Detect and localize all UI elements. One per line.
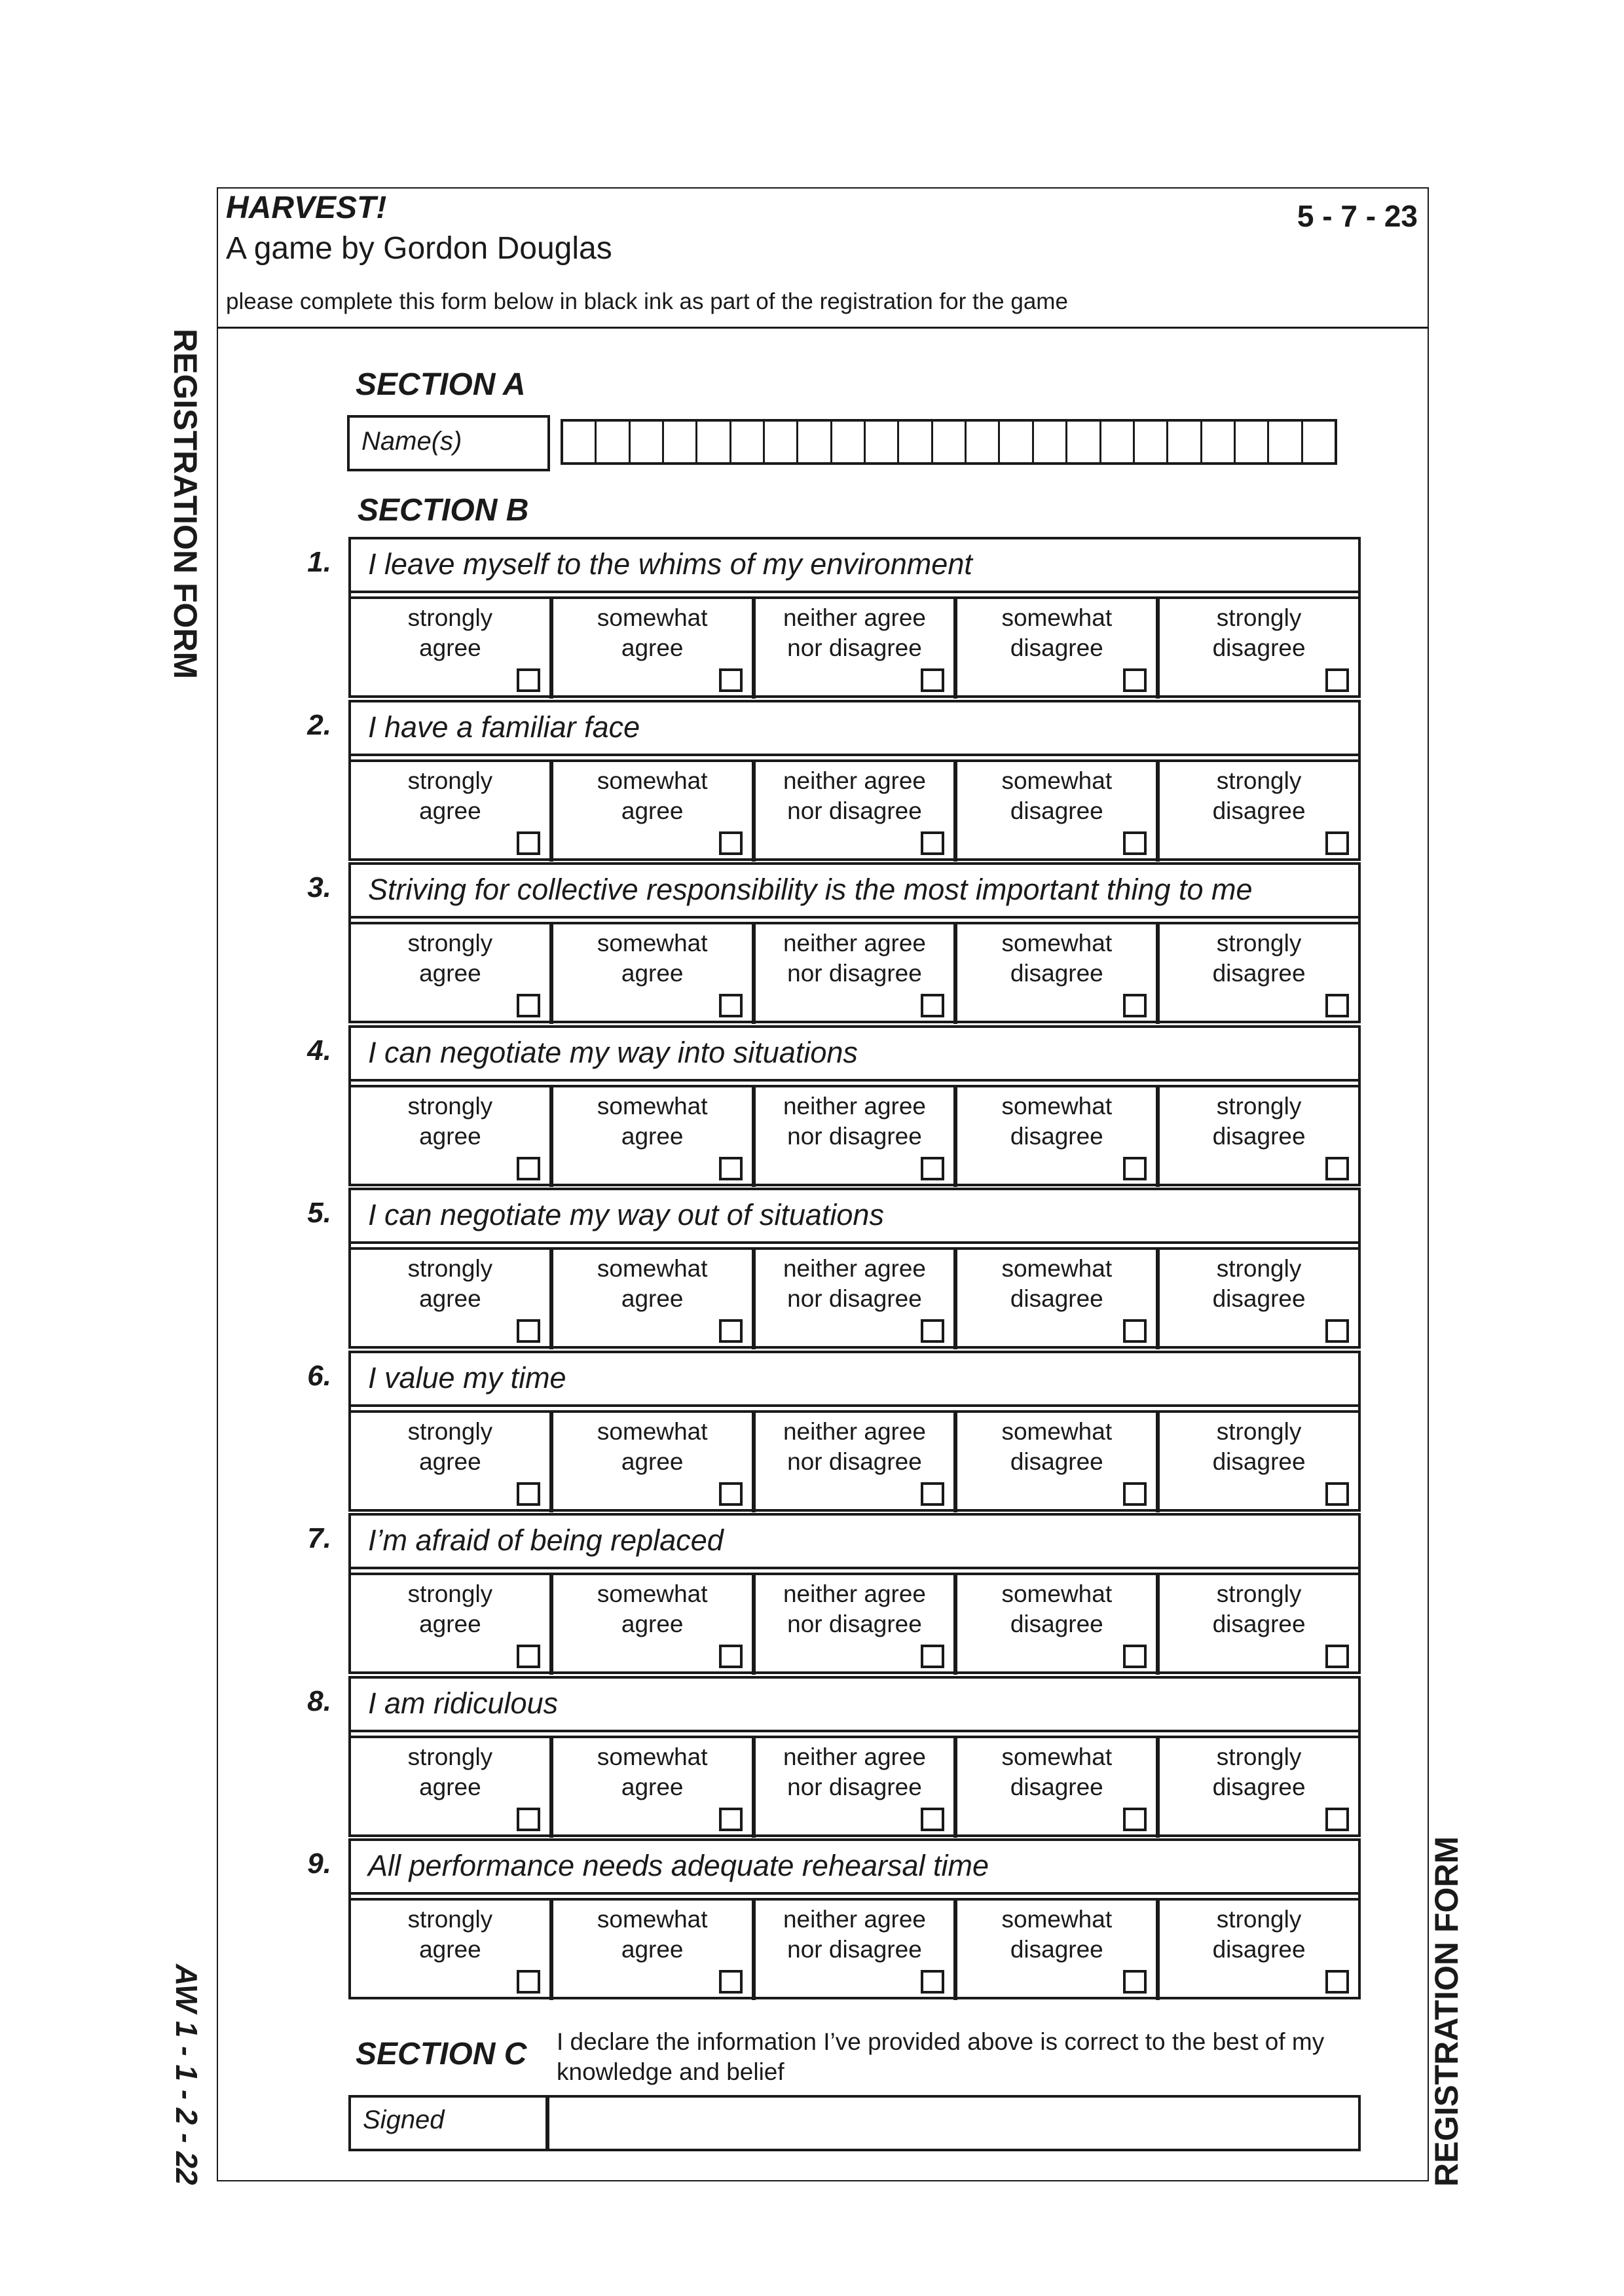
option-checkbox[interactable]	[719, 831, 743, 855]
likert-option[interactable]	[553, 924, 756, 1024]
name-char-cell[interactable]	[798, 422, 832, 462]
option-label-line2: agree	[621, 634, 684, 661]
name-char-cell[interactable]	[967, 422, 1000, 462]
option-checkbox[interactable]	[921, 668, 944, 692]
likert-option[interactable]	[756, 1413, 958, 1512]
option-checkbox[interactable]	[719, 1970, 743, 1994]
name-char-cell[interactable]	[1202, 422, 1236, 462]
likert-option[interactable]	[351, 1250, 553, 1349]
question-text: I leave myself to the whims of my environment	[351, 539, 1358, 593]
name-char-cell[interactable]	[832, 422, 866, 462]
likert-option[interactable]	[1160, 1250, 1358, 1349]
option-checkbox[interactable]	[1325, 1970, 1349, 1994]
question-text: All performance needs adequate rehearsal time	[351, 1841, 1358, 1895]
option-label-line2: agree	[621, 1936, 684, 1963]
option-checkbox[interactable]	[1325, 1808, 1349, 1831]
option-checkbox[interactable]	[517, 1970, 540, 1994]
name-char-cell[interactable]	[1236, 422, 1269, 462]
option-checkbox[interactable]	[1123, 1808, 1147, 1831]
option-label-line2: nor disagree	[787, 1611, 922, 1637]
likert-option[interactable]	[351, 1901, 553, 2000]
option-label-line1: somewhat	[597, 1093, 708, 1120]
option-label-line2: agree	[621, 960, 684, 987]
name-char-cell[interactable]	[765, 422, 798, 462]
option-label-line2: nor disagree	[787, 1936, 922, 1963]
likert-option[interactable]	[351, 1087, 553, 1187]
option-label-line2: agree	[419, 1774, 481, 1800]
option-label-line2: nor disagree	[787, 1123, 922, 1150]
name-char-cell[interactable]	[631, 422, 664, 462]
option-label-line1: strongly	[407, 604, 493, 631]
option-label-line1: neither agree	[783, 1906, 927, 1933]
name-char-cell[interactable]	[1067, 422, 1101, 462]
option-label-line2: disagree	[1212, 634, 1306, 661]
likert-options	[351, 1085, 1358, 1187]
signature-field[interactable]	[549, 2098, 1358, 2149]
option-label-line2: disagree	[1010, 634, 1103, 661]
likert-option[interactable]	[553, 1901, 756, 2000]
likert-option[interactable]	[553, 1250, 756, 1349]
likert-option[interactable]	[1160, 1901, 1358, 2000]
name-char-cell[interactable]	[899, 422, 932, 462]
option-label-line1: neither agree	[783, 1255, 927, 1282]
likert-option[interactable]	[553, 1413, 756, 1512]
option-label-line1: somewhat	[1001, 1743, 1113, 1770]
option-label-line1: somewhat	[597, 1255, 708, 1282]
option-label-line1: strongly	[407, 1580, 493, 1607]
option-checkbox[interactable]	[517, 994, 540, 1017]
form-code: 5 - 7 - 23	[1297, 199, 1418, 233]
question-block	[348, 1838, 1361, 1999]
option-label-line1: strongly	[407, 930, 493, 957]
option-checkbox[interactable]	[921, 1482, 944, 1506]
likert-options	[351, 1247, 1358, 1349]
name-char-cell[interactable]	[1269, 422, 1302, 462]
question-text: I can negotiate my way into situations	[351, 1028, 1358, 1082]
option-label-line1: somewhat	[1001, 604, 1113, 631]
question-number: 3.	[307, 871, 331, 903]
option-label-line1: somewhat	[1001, 1418, 1113, 1445]
name-label: Name(s)	[347, 415, 550, 471]
question-text: I am ridiculous	[351, 1679, 1358, 1732]
question-block	[348, 1513, 1361, 1674]
option-label-line2: agree	[621, 1285, 684, 1312]
question-text: I value my time	[351, 1353, 1358, 1407]
option-checkbox[interactable]	[921, 1645, 944, 1668]
option-label-line2: disagree	[1212, 1285, 1306, 1312]
option-label-line2: agree	[621, 797, 684, 824]
question-text: I’m afraid of being replaced	[351, 1516, 1358, 1569]
option-label-line2: nor disagree	[787, 634, 922, 661]
likert-option[interactable]	[1160, 1087, 1358, 1187]
option-label-line1: somewhat	[597, 1906, 708, 1933]
option-checkbox[interactable]	[719, 1482, 743, 1506]
option-label-line2: nor disagree	[787, 1774, 922, 1800]
option-checkbox[interactable]	[1123, 831, 1147, 855]
name-char-cell[interactable]	[1168, 422, 1202, 462]
question-text: Striving for collective responsibility is the most important thing to me	[351, 865, 1358, 919]
likert-option[interactable]	[756, 1901, 958, 2000]
question-number: 4.	[307, 1034, 331, 1066]
name-input-cells[interactable]	[561, 419, 1337, 465]
option-label-line1: somewhat	[1001, 930, 1113, 957]
option-label-line2: agree	[419, 1936, 481, 1963]
name-char-cell[interactable]	[731, 422, 765, 462]
name-char-cell[interactable]	[1135, 422, 1168, 462]
likert-option[interactable]	[351, 1575, 553, 1675]
option-label-line1: strongly	[1216, 1580, 1302, 1607]
likert-option[interactable]	[1160, 1575, 1358, 1675]
question-block	[348, 1188, 1361, 1349]
likert-option[interactable]	[351, 1738, 553, 1838]
option-label-line2: agree	[419, 1285, 481, 1312]
likert-option[interactable]	[1160, 924, 1358, 1024]
name-char-cell[interactable]	[933, 422, 967, 462]
likert-option[interactable]	[1160, 762, 1358, 862]
option-label-line2: disagree	[1212, 960, 1306, 987]
form-instructions: please complete this form below in black ink as part of the registration for the game	[226, 289, 1068, 314]
question-block	[348, 700, 1361, 861]
option-checkbox[interactable]	[719, 1808, 743, 1831]
option-label-line1: neither agree	[783, 604, 927, 631]
question-number: 6.	[307, 1360, 331, 1392]
option-label-line1: strongly	[407, 1418, 493, 1445]
option-checkbox[interactable]	[517, 668, 540, 692]
likert-option[interactable]	[756, 1250, 958, 1349]
option-checkbox[interactable]	[517, 831, 540, 855]
likert-option[interactable]	[553, 1087, 756, 1187]
option-label-line2: disagree	[1212, 1774, 1306, 1800]
option-label-line2: agree	[419, 960, 481, 987]
option-label-line1: somewhat	[1001, 1580, 1113, 1607]
option-checkbox[interactable]	[921, 1319, 944, 1343]
option-label-line2: disagree	[1212, 1123, 1306, 1150]
likert-option[interactable]	[553, 1738, 756, 1838]
option-label-line2: agree	[419, 634, 481, 661]
option-label-line1: somewhat	[597, 767, 708, 794]
option-label-line2: nor disagree	[787, 1285, 922, 1312]
header-divider	[217, 327, 1429, 329]
name-char-cell[interactable]	[1303, 422, 1335, 462]
likert-option[interactable]	[756, 924, 958, 1024]
likert-option[interactable]	[756, 1738, 958, 1838]
likert-options	[351, 596, 1358, 699]
likert-option[interactable]	[756, 1087, 958, 1187]
likert-option[interactable]	[553, 599, 756, 699]
option-label-line2: disagree	[1010, 1285, 1103, 1312]
side-code-left: AW 1 - 1 - 2 - 22	[170, 1964, 204, 2185]
option-label-line1: neither agree	[783, 1093, 927, 1120]
likert-option[interactable]	[957, 762, 1160, 862]
option-checkbox[interactable]	[1123, 1970, 1147, 1994]
option-checkbox[interactable]	[1325, 1645, 1349, 1668]
option-label-line2: agree	[621, 1448, 684, 1475]
likert-options	[351, 1573, 1358, 1675]
option-label-line1: strongly	[407, 1255, 493, 1282]
section-a-heading: SECTION A	[356, 367, 526, 402]
name-char-cell[interactable]	[1101, 422, 1135, 462]
option-label-line1: strongly	[1216, 1906, 1302, 1933]
option-label-line1: strongly	[1216, 604, 1302, 631]
option-checkbox[interactable]	[1325, 1482, 1349, 1506]
option-label-line1: strongly	[407, 1743, 493, 1770]
likert-option[interactable]	[957, 1087, 1160, 1187]
option-checkbox[interactable]	[719, 994, 743, 1017]
option-checkbox[interactable]	[921, 1157, 944, 1180]
option-checkbox[interactable]	[1123, 1157, 1147, 1180]
option-checkbox[interactable]	[1325, 1157, 1349, 1180]
name-char-cell[interactable]	[1034, 422, 1067, 462]
option-checkbox[interactable]	[921, 1970, 944, 1994]
option-label-line1: strongly	[1216, 1418, 1302, 1445]
likert-option[interactable]	[756, 762, 958, 862]
option-label-line1: somewhat	[597, 930, 708, 957]
likert-option[interactable]	[957, 599, 1160, 699]
option-checkbox[interactable]	[1123, 1319, 1147, 1343]
option-label-line1: neither agree	[783, 1580, 927, 1607]
option-label-line2: disagree	[1010, 960, 1103, 987]
option-label-line1: strongly	[1216, 930, 1302, 957]
option-checkbox[interactable]	[921, 994, 944, 1017]
likert-option[interactable]	[1160, 1413, 1358, 1512]
option-label-line1: strongly	[1216, 1255, 1302, 1282]
question-number: 8.	[307, 1685, 331, 1717]
question-number: 2.	[307, 709, 331, 741]
option-label-line1: somewhat	[597, 1743, 708, 1770]
option-label-line1: somewhat	[597, 604, 708, 631]
name-char-cell[interactable]	[697, 422, 731, 462]
option-checkbox[interactable]	[921, 1808, 944, 1831]
question-number: 5.	[307, 1197, 331, 1229]
option-label-line2: disagree	[1010, 1448, 1103, 1475]
option-label-line1: strongly	[1216, 1743, 1302, 1770]
option-checkbox[interactable]	[1123, 668, 1147, 692]
question-block	[348, 1025, 1361, 1186]
option-checkbox[interactable]	[1325, 1319, 1349, 1343]
option-checkbox[interactable]	[1325, 831, 1349, 855]
likert-option[interactable]	[957, 924, 1160, 1024]
question-number: 1.	[307, 546, 331, 578]
likert-option[interactable]	[957, 1901, 1160, 2000]
section-c-heading: SECTION C	[356, 2037, 527, 2071]
option-checkbox[interactable]	[517, 1157, 540, 1180]
option-label-line1: somewhat	[597, 1418, 708, 1445]
option-checkbox[interactable]	[1123, 1645, 1147, 1668]
option-checkbox[interactable]	[719, 668, 743, 692]
option-label-line1: somewhat	[597, 1580, 708, 1607]
option-label-line1: neither agree	[783, 1743, 927, 1770]
option-label-line2: disagree	[1010, 797, 1103, 824]
likert-options	[351, 759, 1358, 862]
option-checkbox[interactable]	[517, 1645, 540, 1668]
option-checkbox[interactable]	[719, 1645, 743, 1668]
likert-option[interactable]	[957, 1738, 1160, 1838]
likert-option[interactable]	[1160, 599, 1358, 699]
option-label-line1: somewhat	[1001, 1906, 1113, 1933]
likert-option[interactable]	[1160, 1738, 1358, 1838]
option-checkbox[interactable]	[921, 831, 944, 855]
question-block	[348, 1351, 1361, 1512]
name-char-cell[interactable]	[1000, 422, 1033, 462]
option-label-line1: somewhat	[1001, 1255, 1113, 1282]
likert-option[interactable]	[756, 1575, 958, 1675]
name-char-cell[interactable]	[563, 422, 597, 462]
likert-options	[351, 1898, 1358, 2000]
option-label-line1: strongly	[407, 767, 493, 794]
option-label-line2: nor disagree	[787, 1448, 922, 1475]
likert-option[interactable]	[351, 924, 553, 1024]
option-label-line2: nor disagree	[787, 960, 922, 987]
option-checkbox[interactable]	[517, 1808, 540, 1831]
likert-option[interactable]	[351, 762, 553, 862]
likert-option[interactable]	[957, 1413, 1160, 1512]
option-label-line1: somewhat	[1001, 1093, 1113, 1120]
option-checkbox[interactable]	[517, 1319, 540, 1343]
question-number: 7.	[307, 1522, 331, 1554]
option-checkbox[interactable]	[1325, 994, 1349, 1017]
option-label-line2: disagree	[1010, 1611, 1103, 1637]
name-char-cell[interactable]	[664, 422, 697, 462]
side-label-left: REGISTRATION FORM	[167, 329, 204, 680]
game-author: A game by Gordon Douglas	[226, 231, 612, 266]
question-text: I can negotiate my way out of situations	[351, 1190, 1358, 1244]
option-label-line2: disagree	[1010, 1936, 1103, 1963]
option-label-line1: neither agree	[783, 930, 927, 957]
option-label-line2: nor disagree	[787, 797, 922, 824]
declaration-text: I declare the information I’ve provided above is correct to the best of my knowledge and belief	[557, 2028, 1325, 2085]
option-label-line2: disagree	[1010, 1123, 1103, 1150]
likert-option[interactable]	[351, 1413, 553, 1512]
option-label-line2: agree	[419, 1448, 481, 1475]
option-label-line1: strongly	[1216, 767, 1302, 794]
question-block	[348, 862, 1361, 1023]
option-label-line2: agree	[419, 1123, 481, 1150]
option-checkbox[interactable]	[719, 1157, 743, 1180]
likert-option[interactable]	[756, 599, 958, 699]
option-checkbox[interactable]	[517, 1482, 540, 1506]
likert-option[interactable]	[553, 1575, 756, 1675]
option-checkbox[interactable]	[1123, 1482, 1147, 1506]
option-label-line2: agree	[419, 1611, 481, 1637]
likert-options	[351, 1410, 1358, 1512]
option-label-line2: disagree	[1212, 1611, 1306, 1637]
option-label-line2: disagree	[1212, 797, 1306, 824]
option-label-line2: disagree	[1212, 1448, 1306, 1475]
option-label-line1: strongly	[1216, 1093, 1302, 1120]
likert-options	[351, 1736, 1358, 1838]
option-checkbox[interactable]	[1123, 994, 1147, 1017]
question-block	[348, 537, 1361, 698]
signed-label: Signed	[351, 2098, 549, 2149]
likert-option[interactable]	[553, 762, 756, 862]
likert-option[interactable]	[957, 1575, 1160, 1675]
option-checkbox[interactable]	[1325, 668, 1349, 692]
option-checkbox[interactable]	[719, 1319, 743, 1343]
option-label-line1: neither agree	[783, 1418, 927, 1445]
likert-option[interactable]	[351, 599, 553, 699]
option-label-line2: agree	[621, 1611, 684, 1637]
option-label-line2: disagree	[1010, 1774, 1103, 1800]
option-label-line2: agree	[621, 1774, 684, 1800]
option-label-line2: disagree	[1212, 1936, 1306, 1963]
option-label-line1: neither agree	[783, 767, 927, 794]
option-label-line1: strongly	[407, 1906, 493, 1933]
question-number: 9.	[307, 1848, 331, 1880]
likert-option[interactable]	[957, 1250, 1160, 1349]
name-char-cell[interactable]	[866, 422, 899, 462]
signature-row	[348, 2095, 1361, 2151]
question-text: I have a familiar face	[351, 702, 1358, 756]
side-label-right: REGISTRATION FORM	[1428, 1836, 1465, 2187]
name-char-cell[interactable]	[597, 422, 630, 462]
question-block	[348, 1676, 1361, 1837]
game-title: HARVEST!	[226, 191, 387, 225]
likert-options	[351, 922, 1358, 1024]
option-label-line2: agree	[419, 797, 481, 824]
option-label-line1: strongly	[407, 1093, 493, 1120]
option-label-line1: somewhat	[1001, 767, 1113, 794]
option-label-line2: agree	[621, 1123, 684, 1150]
section-b-heading: SECTION B	[358, 493, 529, 528]
